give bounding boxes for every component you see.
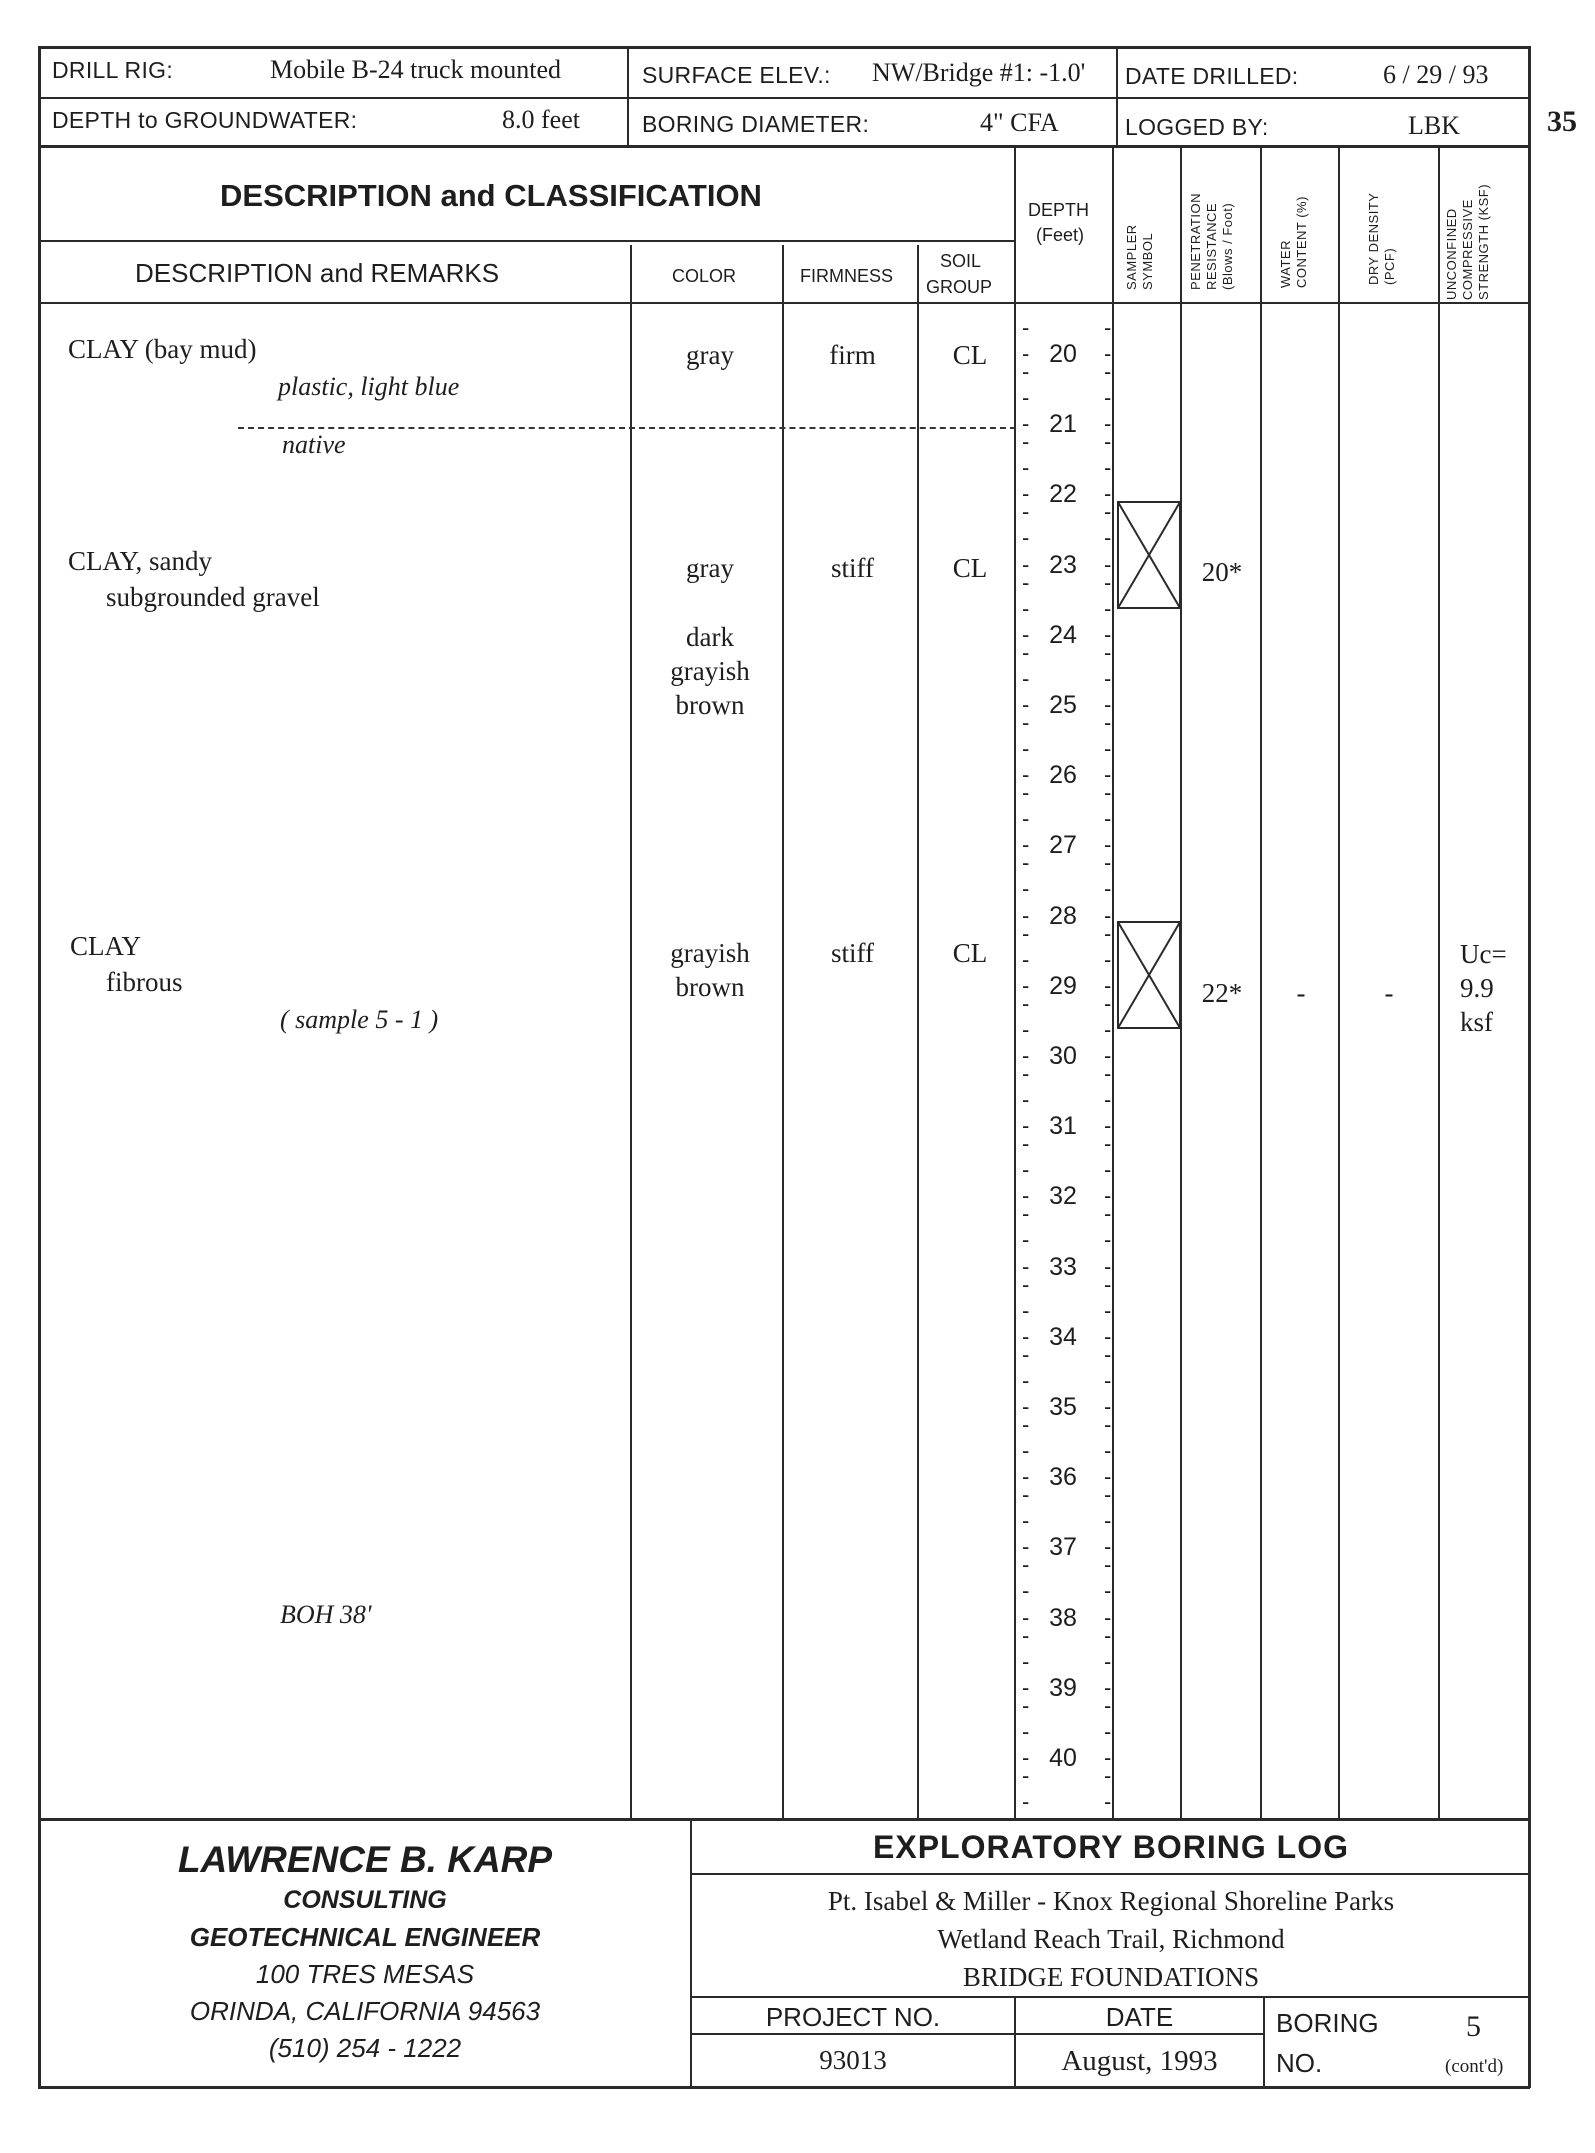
company-line4: ORINDA, CALIFORNIA 94563 <box>189 1996 541 2026</box>
surface-elev-value: NW/Bridge #1: -1.0' <box>872 58 1086 87</box>
depth-label: 36 <box>1049 1463 1077 1492</box>
sampler-header: SAMPLER SYMBOL <box>1124 224 1155 290</box>
depth-minor-tick: - <box>1104 1061 1112 1086</box>
boring-cont: (cont'd) <box>1445 2056 1504 2077</box>
depth-minor-tick: - <box>1022 806 1030 832</box>
sampler-symbol-1 <box>1116 500 1182 610</box>
depth-minor-tick: - <box>1022 850 1030 876</box>
depth-tick: - <box>1104 1043 1112 1068</box>
boring-diameter-value: 4" CFA <box>980 108 1059 137</box>
layer2-name: CLAY, sandy <box>68 546 213 576</box>
depth-minor-tick: - <box>1022 1297 1030 1323</box>
depth-minor-tick: - <box>1104 1692 1112 1718</box>
depth-label: 30 <box>1049 1042 1077 1070</box>
depth-minor-tick: - <box>1022 314 1030 340</box>
date-label: DATE <box>1105 2002 1174 2032</box>
depth-minor-tick: - <box>1104 1438 1112 1463</box>
depth-tick: - <box>1022 1674 1030 1700</box>
depth-minor-tick: - <box>1022 1648 1030 1674</box>
depth-minor-tick: - <box>1104 1201 1112 1227</box>
depth-minor-tick: - <box>1104 990 1112 1016</box>
layer2b-color: dark grayish brown <box>670 622 750 720</box>
depth-minor-tick: - <box>1104 499 1112 525</box>
depth-minor-tick: - <box>1104 1016 1112 1042</box>
depth-label: 20 <box>1049 340 1077 368</box>
depth-header-line2: (Feet) <box>1036 225 1085 245</box>
depth-tick: - <box>1104 411 1112 437</box>
depth-minor-tick: - <box>1104 710 1112 735</box>
water-content-header: WATER CONTENT (%) <box>1278 196 1309 288</box>
page-number: 35 <box>1547 105 1577 138</box>
depth-minor-tick: - <box>1104 850 1112 876</box>
depth-label: 33 <box>1049 1252 1077 1281</box>
depth-minor-tick: - <box>1104 1508 1112 1534</box>
depth-tick: - <box>1104 1183 1112 1209</box>
depth-tick: - <box>1022 1323 1030 1349</box>
layer1-color: gray <box>686 340 734 370</box>
depth-minor-tick: - <box>1022 665 1030 691</box>
depth-tick: - <box>1104 1394 1112 1419</box>
depth-minor-tick: - <box>1022 1341 1030 1367</box>
date-drilled-label: DATE DRILLED: <box>1125 63 1299 89</box>
depth-minor-tick: - <box>1022 1692 1030 1718</box>
layer2-color: gray <box>686 553 734 583</box>
depth-minor-tick: - <box>1022 429 1030 455</box>
depth-minor-tick: - <box>1022 1412 1030 1437</box>
depth-minor-tick: - <box>1104 429 1112 455</box>
depth-label: 23 <box>1049 550 1077 579</box>
depth-tick: - <box>1022 692 1030 717</box>
depth-minor-tick: - <box>1104 1297 1112 1323</box>
depth-minor-tick: - <box>1104 569 1112 595</box>
depth-tick: - <box>1104 551 1112 577</box>
depth-minor-tick: - <box>1022 1367 1030 1393</box>
logged-by-label: LOGGED BY: <box>1125 114 1269 140</box>
depth-minor-tick: - <box>1104 665 1112 691</box>
layer2-firmness: stiff <box>830 553 874 583</box>
company-phone: (510) 254 - 1222 <box>268 2033 462 2063</box>
depth-minor-tick: - <box>1104 525 1112 551</box>
depth-minor-tick: - <box>1104 780 1112 806</box>
depth-tick: - <box>1022 341 1030 366</box>
native-boundary-line <box>238 427 1016 429</box>
depth-minor-tick: - <box>1022 499 1030 525</box>
depth-tick: - <box>1022 621 1030 647</box>
depth-label: 37 <box>1049 1533 1077 1562</box>
depth-label: 21 <box>1049 410 1077 439</box>
layer3-water-content: - <box>1296 978 1306 1008</box>
layer2-sub: subgrounded gravel <box>106 582 320 612</box>
depth-minor-tick: - <box>1022 946 1030 972</box>
depth-minor-tick: - <box>1104 385 1112 410</box>
depth-minor-tick: - <box>1104 806 1112 832</box>
layer3-penetration: 22* <box>1201 978 1243 1008</box>
depth-minor-tick: - <box>1022 1227 1030 1253</box>
depth-minor-tick: - <box>1104 920 1112 946</box>
depth-label: 27 <box>1049 831 1077 860</box>
depth-minor-tick: - <box>1022 595 1030 621</box>
depth-minor-tick: - <box>1104 1718 1112 1744</box>
depth-minor-tick: - <box>1022 1087 1030 1112</box>
ucs-header: UNCONFINED COMPRESSIVE STRENGTH (KSF) <box>1444 183 1491 300</box>
depth-tick: - <box>1022 1043 1030 1068</box>
depth-minor-tick: - <box>1022 1157 1030 1183</box>
depth-tick: - <box>1022 832 1030 858</box>
layer3-color: grayish brown <box>670 938 750 1002</box>
depth-header-line1: DEPTH <box>1028 200 1090 220</box>
sampler-symbol-2 <box>1116 920 1182 1030</box>
dry-density-header: DRY DENSITY (PCF) <box>1366 192 1397 285</box>
layer3-ucs: Uc= 9.9 ksf <box>1460 939 1507 1037</box>
depth-minor-tick: - <box>1022 710 1030 735</box>
depth-tick: - <box>1104 1674 1112 1700</box>
company-line1: CONSULTING <box>283 1886 447 1914</box>
boring-label-line1: BORING <box>1276 2008 1379 2038</box>
depth-minor-tick: - <box>1022 1131 1030 1157</box>
layer3-sample: ( sample 5 - 1 ) <box>280 1005 439 1034</box>
depth-label: 34 <box>1049 1322 1077 1351</box>
depth-minor-tick: - <box>1022 385 1030 410</box>
depth-minor-tick: - <box>1104 1157 1112 1183</box>
depth-tick: - <box>1104 1464 1112 1490</box>
depth-label: 31 <box>1049 1112 1077 1141</box>
depth-minor-tick: - <box>1022 990 1030 1016</box>
company-name: LAWRENCE B. KARP <box>177 1839 553 1880</box>
depth-minor-tick: - <box>1104 1578 1112 1604</box>
depth-minor-tick: - <box>1104 314 1112 340</box>
depth-tick: - <box>1022 481 1030 507</box>
depth-minor-tick: - <box>1022 1438 1030 1463</box>
depth-tick: - <box>1022 1183 1030 1209</box>
depth-minor-tick: - <box>1104 1341 1112 1367</box>
depth-label: 26 <box>1049 761 1077 790</box>
depth-minor-tick: - <box>1104 1789 1112 1814</box>
depth-minor-tick: - <box>1022 569 1030 595</box>
depth-minor-tick: - <box>1022 736 1030 761</box>
depth-tick: - <box>1022 972 1030 998</box>
firmness-header: FIRMNESS <box>800 266 894 286</box>
depth-minor-tick: - <box>1022 1201 1030 1227</box>
depth-minor-tick: - <box>1022 1016 1030 1042</box>
depth-minor-tick: - <box>1022 525 1030 551</box>
depth-tick: - <box>1104 902 1112 928</box>
layer1-name: CLAY (bay mud) <box>68 334 257 364</box>
depth-label: 28 <box>1049 901 1077 930</box>
depth-minor-tick: - <box>1104 639 1112 665</box>
depth-minor-tick: - <box>1104 1227 1112 1253</box>
depth-tick: - <box>1022 1464 1030 1490</box>
depth-tick: - <box>1104 1604 1112 1630</box>
layer3-soil-group: CL <box>952 938 988 968</box>
depth-minor-tick: - <box>1022 1482 1030 1508</box>
depth-tick: - <box>1104 621 1112 647</box>
project-description: Pt. Isabel & Miller - Knox Regional Shoreline Parks Wetland Reach Trail, Richmond BRIDGE FOUNDATIONS <box>827 1886 1395 1992</box>
boring-number: 5 <box>1466 2010 1481 2043</box>
project-no-value: 93013 <box>819 2045 887 2075</box>
depth-minor-tick: - <box>1104 1412 1112 1437</box>
description-header: DESCRIPTION and REMARKS <box>135 258 500 288</box>
depth-minor-tick: - <box>1022 1718 1030 1744</box>
layer1-note: plastic, light blue <box>278 372 460 401</box>
date-value: August, 1993 <box>1061 2045 1218 2077</box>
company-block <box>40 1838 690 2067</box>
bottom-of-hole-note: BOH 38' <box>280 1600 372 1629</box>
project-no-label: PROJECT NO. <box>765 2002 941 2032</box>
soil-group-header-line2: GROUP <box>926 277 993 297</box>
layer1-soil-group: CL <box>952 340 988 370</box>
depth-tick: - <box>1104 341 1112 366</box>
depth-minor-tick: - <box>1022 1622 1030 1648</box>
depth-label: 35 <box>1049 1393 1077 1421</box>
depth-minor-tick: - <box>1104 736 1112 761</box>
depth-tick: - <box>1022 1253 1030 1279</box>
depth-tick: - <box>1104 481 1112 507</box>
penetration-header: PENETRATION RESISTANCE (Blows / Foot) <box>1188 193 1235 290</box>
layer3-sub: fibrous <box>106 967 183 997</box>
depth-minor-tick: - <box>1104 1271 1112 1297</box>
depth-tick: - <box>1022 1745 1030 1770</box>
depth-minor-tick: - <box>1104 1648 1112 1674</box>
color-header: COLOR <box>672 266 737 286</box>
depth-minor-tick: - <box>1104 1087 1112 1112</box>
depth-minor-tick: - <box>1022 1508 1030 1534</box>
logged-by-value: LBK <box>1408 111 1460 140</box>
soil-group-header-line1: SOIL <box>940 251 982 271</box>
depth-minor-tick: - <box>1022 455 1030 481</box>
layer2-penetration: 20* <box>1201 557 1243 587</box>
depth-tick: - <box>1022 1604 1030 1630</box>
boring-diameter-label: BORING DIAMETER: <box>642 111 870 137</box>
surface-elev-label: SURFACE ELEV.: <box>642 62 831 88</box>
depth-minor-tick: - <box>1104 1763 1112 1788</box>
depth-minor-tick: - <box>1022 1578 1030 1604</box>
date-drilled-value: 6 / 29 / 93 <box>1383 60 1489 89</box>
depth-tick: - <box>1022 1394 1030 1419</box>
section-title: DESCRIPTION and CLASSIFICATION <box>220 178 762 213</box>
depth-tick: - <box>1104 1113 1112 1139</box>
depth-minor-tick: - <box>1022 1271 1030 1297</box>
depth-minor-tick: - <box>1022 1763 1030 1788</box>
layer2-soil-group: CL <box>952 553 988 583</box>
depth-tick: - <box>1104 1323 1112 1349</box>
depth-tick: - <box>1022 1534 1030 1560</box>
groundwater-label: DEPTH to GROUNDWATER: <box>52 107 358 133</box>
depth-tick: - <box>1104 1745 1112 1770</box>
depth-minor-tick: - <box>1022 780 1030 806</box>
layer3-dry-density: - <box>1384 978 1394 1008</box>
depth-minor-tick: - <box>1022 1789 1030 1814</box>
depth-tick: - <box>1104 972 1112 998</box>
depth-minor-tick: - <box>1022 359 1030 384</box>
depth-minor-tick: - <box>1104 876 1112 902</box>
depth-tick: - <box>1022 411 1030 437</box>
depth-label: 29 <box>1049 971 1077 1000</box>
depth-label: 22 <box>1049 480 1077 509</box>
depth-minor-tick: - <box>1104 455 1112 481</box>
company-line2: GEOTECHNICAL ENGINEER <box>189 1922 541 1952</box>
depth-label: 25 <box>1049 691 1077 719</box>
depth-minor-tick: - <box>1104 1367 1112 1393</box>
boring-label-line2: NO. <box>1276 2048 1323 2078</box>
depth-label: 38 <box>1049 1603 1077 1632</box>
depth-tick: - <box>1022 551 1030 577</box>
drill-rig-value: Mobile B-24 truck mounted <box>270 55 562 84</box>
depth-label: 39 <box>1049 1673 1077 1702</box>
depth-minor-tick: - <box>1022 1552 1030 1578</box>
drill-rig-label: DRILL RIG: <box>52 57 174 83</box>
depth-minor-tick: - <box>1104 1482 1112 1508</box>
depth-label: 32 <box>1049 1182 1077 1211</box>
depth-tick: - <box>1104 692 1112 717</box>
depth-tick: - <box>1022 902 1030 928</box>
depth-tick: - <box>1022 762 1030 788</box>
layer3-name: CLAY <box>70 931 142 961</box>
depth-tick: - <box>1104 832 1112 858</box>
company-line3: 100 TRES MESAS <box>255 1959 475 1989</box>
depth-minor-tick: - <box>1104 1131 1112 1157</box>
depth-minor-tick: - <box>1022 639 1030 665</box>
layer1-firmness: firm <box>829 340 876 370</box>
groundwater-value: 8.0 feet <box>502 105 580 134</box>
depth-tick: - <box>1104 1534 1112 1560</box>
depth-tick: - <box>1104 762 1112 788</box>
depth-minor-tick: - <box>1022 920 1030 946</box>
depth-minor-tick: - <box>1104 946 1112 972</box>
depth-minor-tick: - <box>1104 595 1112 621</box>
native-label: native <box>282 430 346 459</box>
depth-minor-tick: - <box>1104 359 1112 384</box>
depth-label: 40 <box>1049 1744 1077 1772</box>
depth-tick: - <box>1022 1113 1030 1139</box>
log-title: EXPLORATORY BORING LOG <box>873 1829 1349 1865</box>
layer3-firmness: stiff <box>830 938 874 968</box>
depth-label: 24 <box>1049 620 1077 649</box>
depth-minor-tick: - <box>1104 1552 1112 1578</box>
depth-minor-tick: - <box>1022 1061 1030 1086</box>
depth-minor-tick: - <box>1022 876 1030 902</box>
depth-tick: - <box>1104 1253 1112 1279</box>
depth-minor-tick: - <box>1104 1622 1112 1648</box>
